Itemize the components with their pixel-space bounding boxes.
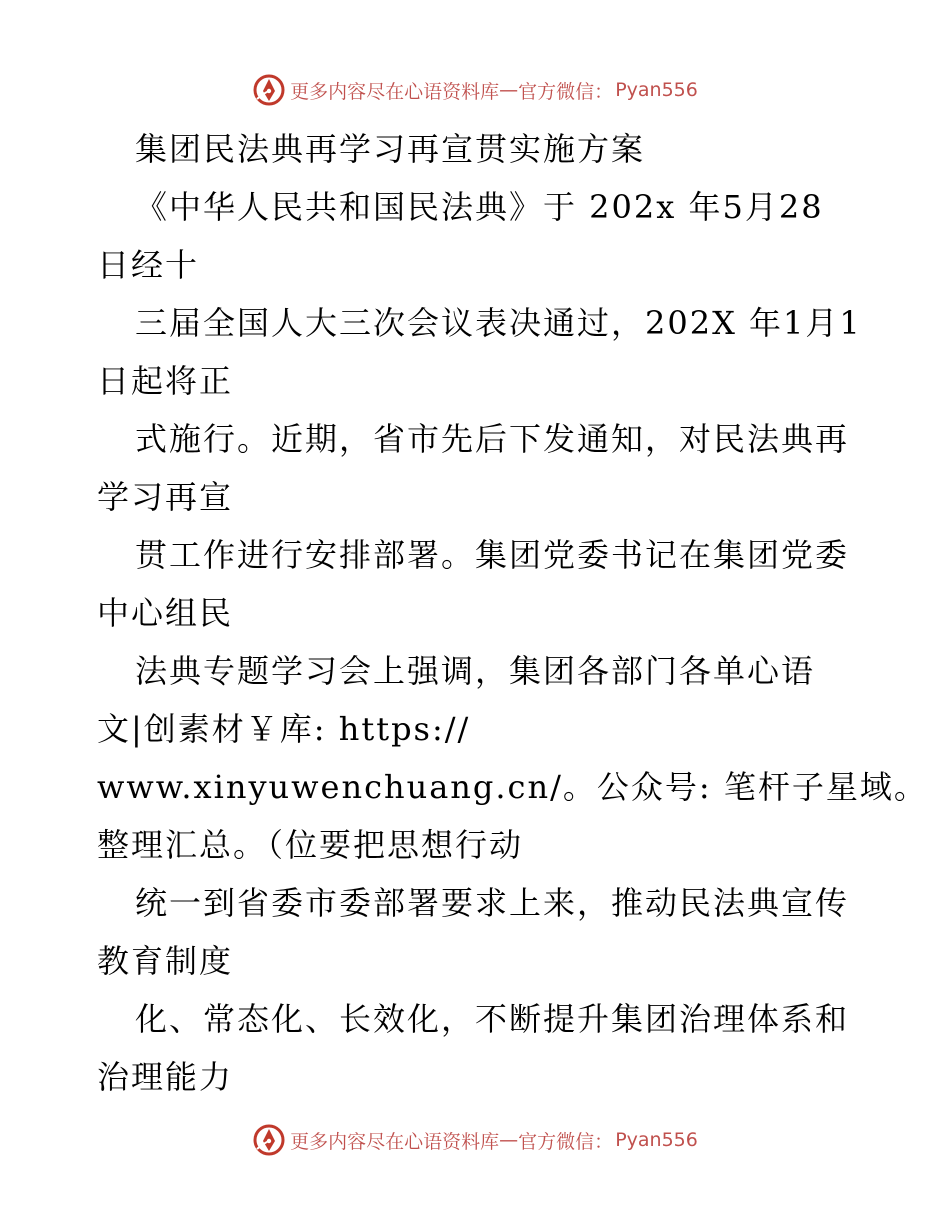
paragraph-line: 《中华人民共和国民法典》于 202x 年5月28 bbox=[135, 188, 824, 226]
paragraph-line: 治理能力 bbox=[97, 1058, 234, 1096]
paragraph-line: 中心组民 bbox=[97, 594, 234, 632]
banner-brand-text: 更多内容尽在心语资料库 bbox=[290, 80, 500, 103]
banner-label: 官方微信： bbox=[518, 80, 614, 103]
paragraph-line: 日经十 bbox=[97, 246, 200, 284]
header-banner bbox=[0, 70, 950, 110]
paragraph-line: 学习再宣 bbox=[97, 478, 234, 516]
pen-nib-logo-icon bbox=[252, 73, 286, 107]
paragraph-line: www.xinyuwenchuang.cn/。公众号: 笔杆子星域。 bbox=[97, 768, 928, 806]
pen-nib-logo-icon bbox=[252, 1123, 286, 1157]
paragraph-line: 整理汇总。（位要把思想行动 bbox=[97, 826, 524, 864]
paragraph-line: 法典专题学习会上强调，集团各部门各单心语 bbox=[135, 652, 816, 690]
banner-dash: — bbox=[499, 1129, 519, 1151]
paragraph-line: 三届全国人大三次会议表决通过，202X 年1月1 bbox=[135, 304, 862, 342]
paragraph-line: 化、常态化、长效化，不断提升集团治理体系和 bbox=[135, 1000, 850, 1038]
footer-banner bbox=[0, 1120, 950, 1160]
paragraph-line: 式施行。近期，省市先后下发通知，对民法典再 bbox=[135, 420, 850, 458]
document-title: 集团民法典再学习再宣贯实施方案 bbox=[135, 130, 646, 168]
banner-label: 官方微信： bbox=[518, 1130, 614, 1153]
paragraph-line: 文|创素材￥库: https:// bbox=[97, 710, 471, 748]
banner-account: Pyan556 bbox=[615, 79, 698, 101]
document-body bbox=[97, 120, 928, 1106]
paragraph-line: 统一到省委市委部署要求上来，推动民法典宣传 bbox=[135, 884, 850, 922]
banner-account: Pyan556 bbox=[615, 1129, 698, 1151]
paragraph-line: 教育制度 bbox=[97, 942, 234, 980]
banner-dash: — bbox=[499, 79, 519, 101]
paragraph-line: 日起将正 bbox=[97, 362, 234, 400]
paragraph-line: 贯工作进行安排部署。集团党委书记在集团党委 bbox=[135, 536, 850, 574]
banner-brand-text: 更多内容尽在心语资料库 bbox=[290, 1130, 500, 1153]
